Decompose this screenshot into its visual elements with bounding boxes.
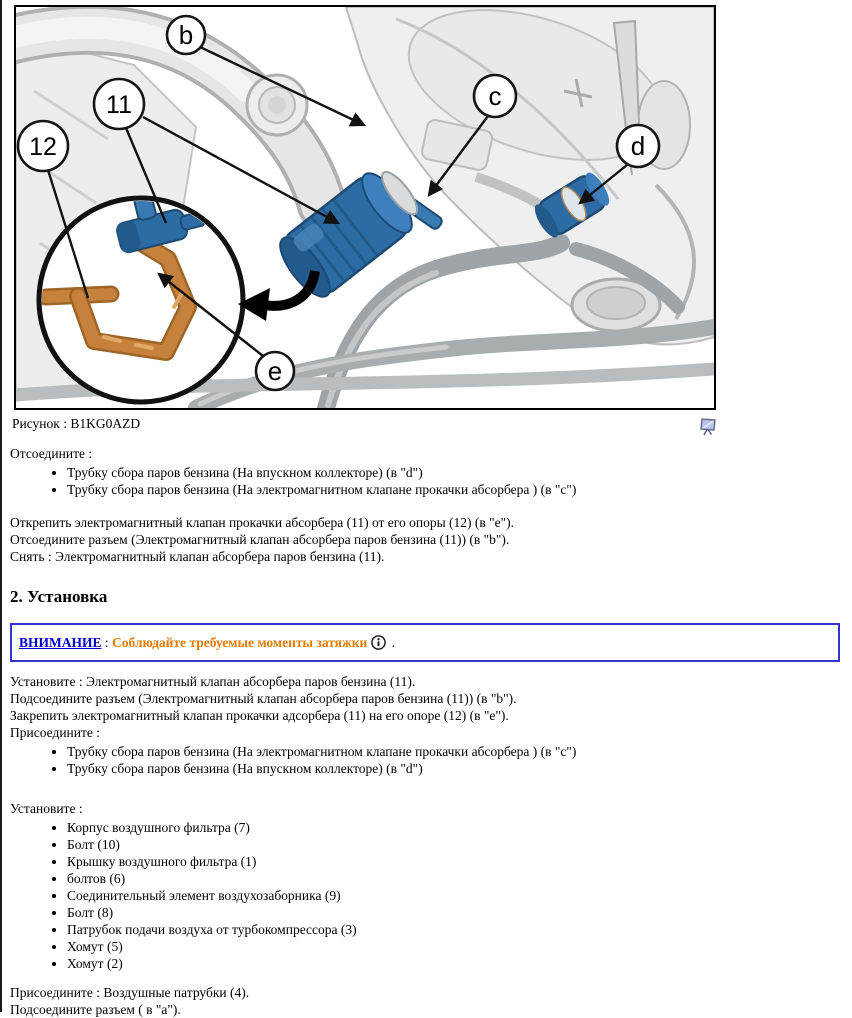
list-item: • Болт (10)	[67, 836, 846, 853]
figure-caption: Рисунок : B1KG0AZD	[12, 416, 141, 431]
list-item: • Болт (8)	[67, 904, 846, 921]
install-parts-list	[10, 819, 846, 972]
list-item: • Трубку сбора паров бензина (На впускном коллекторе) (в "d")	[67, 760, 846, 777]
install-parts-intro: Установите :	[10, 801, 83, 816]
warning-separator: :	[101, 635, 113, 650]
warning-label-link[interactable]: ВНИМАНИЕ	[19, 635, 102, 650]
presentation-icon[interactable]	[698, 416, 718, 436]
list-item: • Патрубок подачи воздуха от турбокомпрессора (3)	[67, 921, 846, 938]
callout-12: 12	[29, 133, 57, 161]
list-item: • Корпус воздушного фильтра (7)	[67, 819, 846, 836]
step-line: Открепить электромагнитный клапан прокачки абсорбера (11) от его опоры (12) (в "e").	[10, 515, 515, 530]
figure-caption-row	[12, 416, 840, 438]
list-item: • болтов (6)	[67, 870, 846, 887]
engine-diagram	[16, 7, 714, 408]
list-item: • Трубку сбора паров бензина (На электромагнитном клапане прокачки абсорбера ) (в "c")	[67, 481, 846, 498]
removal-steps	[10, 514, 846, 565]
warning-box	[10, 623, 840, 662]
installation-heading: 2. Установка	[10, 587, 108, 606]
callout-b: b	[178, 20, 194, 50]
step-line: Закрепить электромагнитный клапан прокачки адсорбера (11) на его опоре (12) (в "e").	[10, 708, 509, 723]
list-item: • Трубку сбора паров бензина (На электромагнитном клапане прокачки абсорбера ) (в "c")	[67, 743, 846, 760]
step-line: Присоедините : Воздушные патрубки (4).	[10, 985, 250, 1000]
page-left-border	[0, 0, 2, 1012]
removal-intro: Отсоедините :	[10, 446, 93, 461]
figure-frame	[14, 5, 716, 410]
procedure-text	[10, 445, 846, 1018]
installation-bullet-list	[10, 743, 846, 777]
step-line: Подсоедините разъем (Электромагнитный клапан абсорбера паров бензина (11)) (в "b").	[10, 691, 517, 706]
step-line: Подсоедините разъем ( в "a").	[10, 1002, 181, 1017]
removal-bullet-list	[10, 464, 846, 498]
final-steps	[10, 984, 846, 1018]
callout-e: e	[267, 356, 283, 386]
warning-suffix: .	[388, 635, 396, 650]
list-item: • Соединительный элемент воздухозаборника (9)	[67, 887, 846, 904]
step-line: Отсоедините разъем (Электромагнитный клапан абсорбера паров бензина (11)) (в "b").	[10, 532, 510, 547]
list-item: • Крышку воздушного фильтра (1)	[67, 853, 846, 870]
warning-text: Соблюдайте требуемые моменты затяжки	[112, 635, 368, 650]
step-line: Установите : Электромагнитный клапан абсорбера паров бензина (11).	[10, 674, 416, 689]
list-item: • Трубку сбора паров бензина (На впускном коллекторе) (в "d")	[67, 464, 846, 481]
info-icon[interactable]	[371, 635, 386, 650]
callout-d: d	[630, 131, 646, 161]
callout-c: c	[488, 81, 502, 111]
step-line: Снять : Электромагнитный клапан абсорбера паров бензина (11).	[10, 549, 385, 564]
list-item: • Хомут (5)	[67, 938, 846, 955]
list-item: • Хомут (2)	[67, 955, 846, 972]
installation-steps	[10, 673, 846, 741]
step-line: Присоедините :	[10, 725, 101, 740]
callout-11: 11	[106, 91, 132, 119]
